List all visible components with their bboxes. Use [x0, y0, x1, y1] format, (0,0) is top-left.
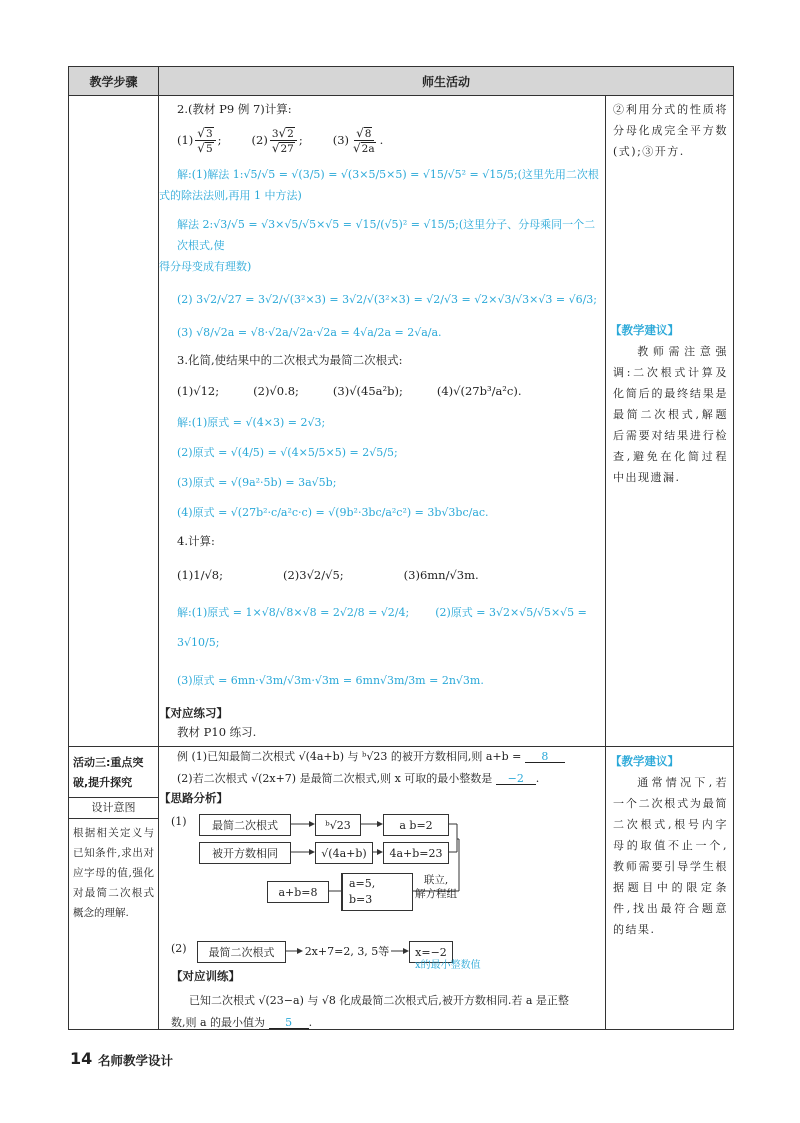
- p2-solution-4: (3) √8/√2a = √8·√2a/√2a·√2a = 4√a/2a = 2√a/a.: [177, 325, 442, 339]
- p4-item-3: (3)6mn/√3m.: [403, 567, 479, 582]
- page-number: 14: [70, 1049, 93, 1068]
- p3-solution-3: (3)原式 = √(9a²·5b) = 3a√5b;: [177, 476, 337, 489]
- problem3-title: 3.化简,使结果中的二次根式为最简二次根式:: [177, 352, 403, 367]
- practice1-label: 【对应练习】: [159, 705, 228, 720]
- p4-solution-2: (2)原式 = 3√2×√5/√5×√5 = 3√10/5;: [177, 605, 587, 649]
- diagram-box-simplest-2: 最简二次根式: [197, 941, 286, 963]
- header-activities: 师生活动: [159, 67, 734, 96]
- system-b: b=3: [349, 893, 373, 906]
- p3-solution-4: (4)原式 = √(27b²·c/a²c·c) = √(9b²·3bc/a²c²) = 3b√3bc/ac.: [177, 506, 489, 519]
- p2-solution-2b: 得分母变成有理数): [159, 259, 252, 273]
- activity-cell-2: [159, 747, 606, 1030]
- p4-solution-1: 解:(1)原式 = 1×√8/√8×√8 = 2√2/8 = √2/4;: [177, 605, 410, 619]
- activity-cell-1: [159, 96, 606, 747]
- activity3-cell: [69, 747, 159, 1030]
- p3-item-2: (2)√0.8;: [253, 384, 299, 399]
- p2-solution-1b: 式的除法法则,再用 1 中方法): [159, 188, 302, 202]
- diagram-box-system: [341, 873, 413, 911]
- p2-solution-3: (2) 3√2/√27 = 3√2/√(3²×3) = 3√2/√(3²×3) = √2/√3 = √2×√3/√3×√3 = √6/3;: [177, 292, 598, 306]
- problem4-items: [159, 562, 605, 590]
- problem3-items: [159, 380, 605, 404]
- diagram-box-simplest: 最简二次根式: [199, 814, 291, 836]
- p4-item-1: (1)1/√8;: [177, 567, 223, 582]
- diagram-box-4ab23: 4a+b=23: [383, 842, 449, 864]
- practice1-text: 教材 P10 练习.: [177, 725, 257, 739]
- practice2-text1: 已知二次根式 √(23−a) 与 √8 化成最简二次根式后,被开方数相同.若 a 是正整: [189, 994, 569, 1007]
- right-suggestion-text-1: 教师需注意强调:二次根式计算及化简后的最终结果是最简二次根式,解题后需要对结果进行检查,避免在化简过程中出现遗漏.: [613, 345, 729, 484]
- diagram-box-sum: a+b=8: [267, 881, 329, 903]
- practice2-answer: 5: [269, 1017, 309, 1029]
- right-suggestion-label-2: 【教学建议】: [610, 754, 679, 768]
- right-suggestion-text-2: 通常情况下,若一个二次根式为最简二次根式,根号内字母的取值不止一个,教师需要引导学生根据题目中的限定条件,找出最符合题意的结果.: [613, 776, 729, 936]
- p4-solution-3: (3)原式 = 6mn·√3m/√3m·√3m = 6mn√3m/3m = 2n√3m.: [177, 673, 484, 687]
- lesson-table: [68, 66, 734, 1030]
- activity3-label: 活动三:重点突破,提升探究: [73, 756, 144, 789]
- analysis-diagram: [159, 811, 606, 961]
- header-steps: 教学步骤: [69, 67, 159, 96]
- problem2-items: (1) $\frac{√3}{√5}$ ; (2) $\frac{3√2}{√27}$ ; (3) $\frac{√8}{√2a}$ .: [177, 125, 384, 155]
- system-a: a=5,: [349, 877, 376, 890]
- step-cell-empty: [69, 96, 159, 747]
- design-intent-text: 根据相关定义与已知条件,求出对应字母的值,强化对最简二次根式概念的理解.: [73, 827, 154, 919]
- diagram-box-same-radicand: 被开方数相同: [199, 842, 291, 864]
- p2-solution-2: 解法 2:√3/√5 = √3×√5/√5×√5 = √15/(√5)² = √15/5;(这里分子、分母乘同一个二次根式,使: [177, 217, 596, 252]
- diagram-text-2x7: 2x+7=2, 3, 5等: [303, 941, 391, 961]
- diagram-box-root4ab: √(4a+b): [315, 842, 373, 864]
- example-line-1: 例 (1)已知最简二次根式 √(4a+b) 与 ᵇ√23 的被开方数相同,则 a+b = 8: [159, 751, 605, 763]
- p3-item-1: (1)√12;: [177, 384, 220, 399]
- p3-solution-2: (2)原式 = √(4/5) = √(4×5/5×5) = 2√5/5;: [177, 446, 398, 459]
- diagram-p1: (1): [171, 815, 187, 828]
- diagram-box-b2: a b=2: [383, 814, 449, 836]
- problem4-title: 4.计算:: [177, 534, 215, 548]
- p4-item-2: (2)3√2/√5;: [283, 567, 344, 582]
- diagram-p2: (2): [171, 942, 187, 955]
- right-notes-1: [606, 96, 734, 747]
- practice2-label: 【对应训练】: [171, 969, 240, 983]
- problem2-title: 2.(教材 P9 例 7)计算:: [177, 102, 292, 116]
- p3-item-3: (3)√(45a²b);: [332, 384, 403, 399]
- p3-item-4: (4)√(27b³/a²c).: [436, 384, 522, 399]
- diagram-box-root23: ᵇ√23: [315, 814, 361, 836]
- design-intent-label: 设计意图: [69, 797, 158, 819]
- example-line-2: (2)若二次根式 √(2x+7) 是最简二次根式,则 x 可取的最小整数是 −2 .: [177, 772, 540, 785]
- diagram-handnote: x的最小整数值: [415, 960, 481, 971]
- right-note-1: ②利用分式的性质将分母化成完全平方数(式);③开方.: [613, 103, 729, 158]
- diagram-solve-label: 联立, 解方程组: [415, 874, 457, 900]
- book-title: 名师教学设计: [98, 1053, 174, 1068]
- p3-solution-1: 解:(1)原式 = √(4×3) = 2√3;: [177, 416, 326, 429]
- practice2-line2: 数,则 a 的最小值为 5 .: [171, 1016, 313, 1029]
- analysis-label: 【思路分析】: [159, 791, 228, 805]
- diagram-box-x: x=−2: [409, 941, 453, 963]
- right-notes-2: [606, 747, 734, 1030]
- example-answer-1: 8: [525, 751, 565, 763]
- p2-solution-1: 解:(1)解法 1:√5/√5 = √(3/5) = √(3×5/5×5) = √15/√5² = √15/5;(这里先用二次根: [177, 167, 599, 181]
- example-answer-2: −2: [496, 773, 536, 785]
- right-suggestion-label-1: 【教学建议】: [610, 323, 679, 337]
